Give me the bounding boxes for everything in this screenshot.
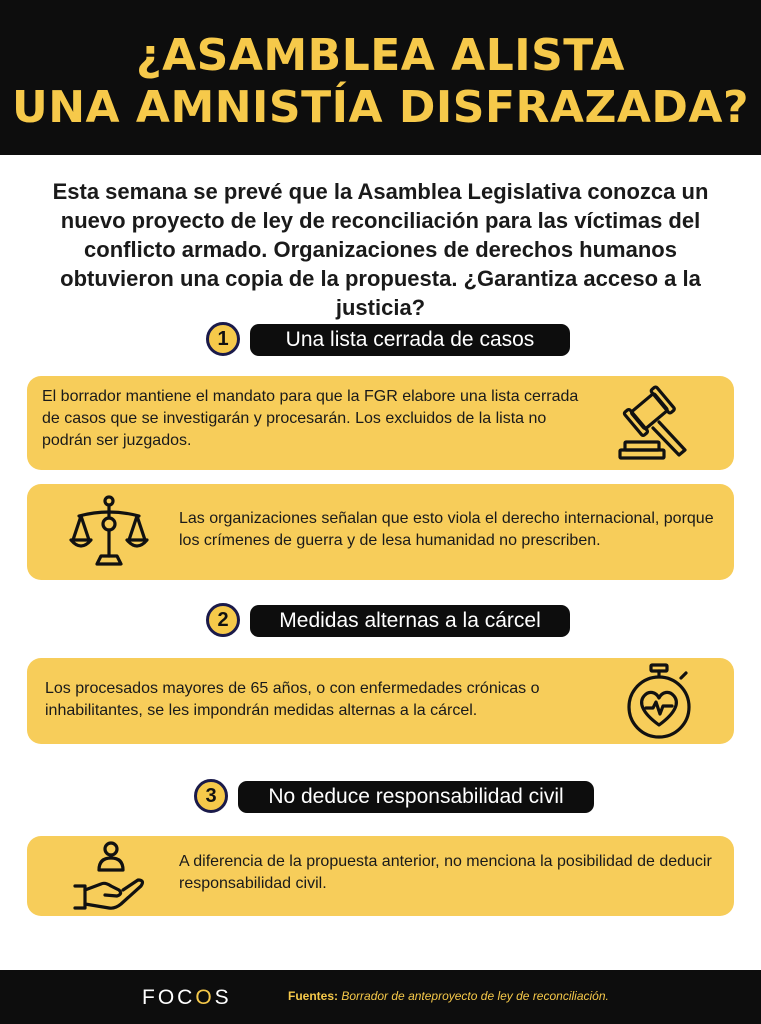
card-4-text: A diferencia de la propuesta anterior, no menciona la posibilidad de deducir responsabilidad civil. bbox=[179, 853, 712, 892]
sources-text: Borrador de anteproyecto de ley de reconciliación. bbox=[341, 989, 609, 1003]
footer bbox=[0, 970, 761, 1024]
section-2-title: Medidas alternas a la cárcel bbox=[250, 605, 570, 637]
card-1-text: El borrador mantiene el mandato para que la FGR elabore una lista cerrada de casos que se investigarán y procesarán. Los excluidos de la lista no podrán ser juzgados. bbox=[42, 388, 579, 449]
focos-logo: FOCOS bbox=[142, 986, 232, 1009]
section-3-header bbox=[194, 779, 594, 813]
card-2-text: Las organizaciones señalan que esto viola el derecho internacional, porque los crímenes de guerra y de lesa humanidad no prescriben. bbox=[179, 510, 714, 549]
title-line-2: UNA AMNISTÍA DISFRAZADA? bbox=[11, 82, 750, 133]
sources bbox=[288, 989, 609, 1003]
card-international-law bbox=[27, 484, 734, 580]
card-3-text: Los procesados mayores de 65 años, o con enfermedades crónicas o inhabilitantes, se les impondrán medidas alternas a la cárcel. bbox=[45, 680, 540, 719]
title-line-1: ¿ASAMBLEA ALISTA bbox=[136, 30, 625, 81]
header bbox=[0, 0, 761, 155]
section-1-header bbox=[206, 322, 570, 356]
sources-label: Fuentes: bbox=[288, 989, 339, 1003]
section-1-number: 1 bbox=[206, 322, 240, 356]
card-alternative-measures bbox=[27, 658, 734, 744]
section-2-header bbox=[206, 603, 570, 637]
intro-paragraph bbox=[40, 177, 721, 322]
section-3-title: No deduce responsabilidad civil bbox=[238, 781, 594, 813]
intro-question: ¿Garantiza acceso a la justicia? bbox=[335, 266, 701, 320]
section-2-number: 2 bbox=[206, 603, 240, 637]
card-civil-responsibility bbox=[27, 836, 734, 916]
hand-person-icon bbox=[71, 840, 149, 914]
intro-text: Esta semana se prevé que la Asamblea Legislativa conozca un nuevo proyecto de ley de reconciliación para las víctimas del conflicto armado. Organizaciones de derechos humanos obtuvieron una copia de la propuesta. bbox=[52, 179, 709, 291]
section-3-number: 3 bbox=[194, 779, 228, 813]
gavel-icon bbox=[615, 384, 695, 464]
section-1-title: Una lista cerrada de casos bbox=[250, 324, 570, 356]
heart-stopwatch-icon bbox=[619, 662, 699, 742]
card-closed-list bbox=[27, 376, 734, 470]
scales-icon bbox=[67, 494, 151, 570]
